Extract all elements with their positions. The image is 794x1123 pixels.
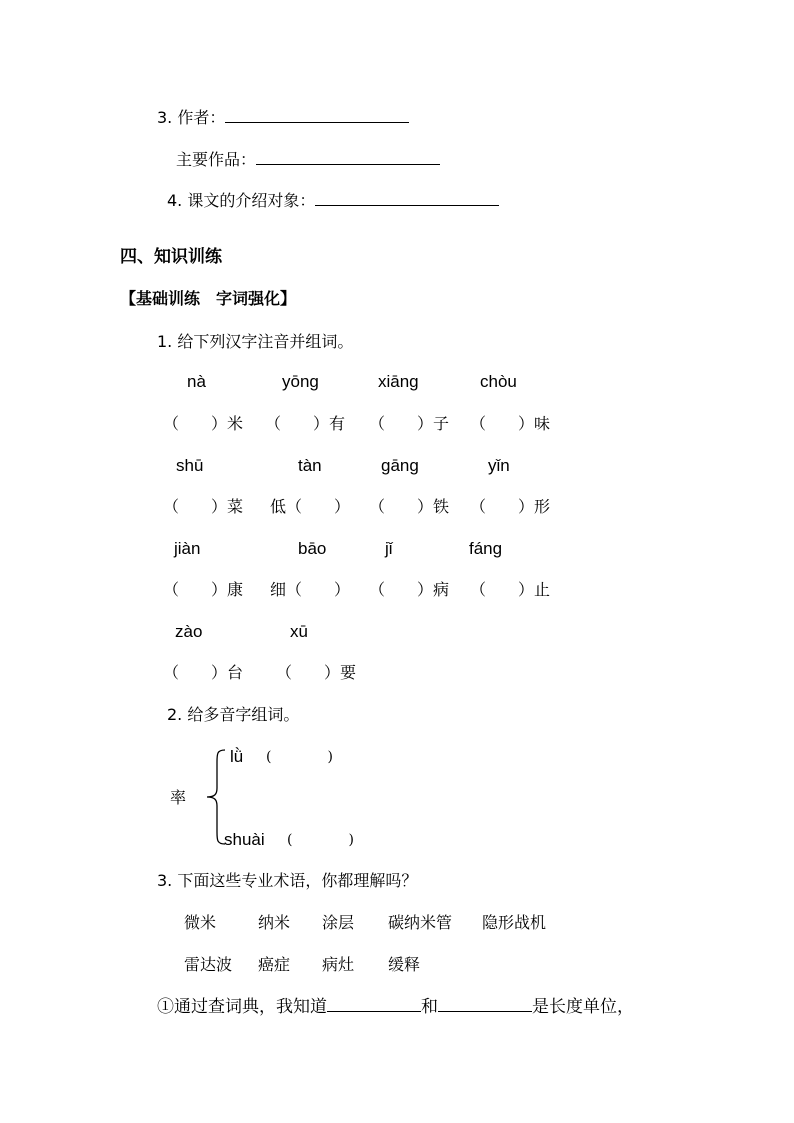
author-blank[interactable] [225,121,409,123]
pinyin-yin: yǐn [488,456,510,475]
term-weimi: 微米 [184,913,217,932]
word-blank-cai[interactable]: （ ）菜 [163,497,244,516]
word-blank-xing[interactable]: （ ）形 [470,497,551,516]
word-blank-wei[interactable]: （ ）味 [470,414,551,433]
term-huanshi: 缓释 [388,955,421,974]
term-nami: 纳米 [258,913,291,932]
pinyin-xu: xū [290,622,308,641]
word-blank-zi[interactable]: （ ）子 [369,414,450,433]
word-blank-di[interactable]: 低（ ） [270,497,351,516]
reading-lv-blank[interactable]: ( ) [266,749,333,765]
item1-text-a: 通过查词典，我知道 [174,997,327,1017]
section-subheading: 【基础训练 字词强化】 [120,289,297,308]
term-tuceng: 涂层 [322,913,355,932]
word-blank-zhi[interactable]: （ ）止 [470,580,551,599]
item1-text-c: 是长度单位， [532,997,634,1017]
item1-marker: ① [157,997,174,1017]
subject-line [167,193,499,209]
term-yinxingzhanji: 隐形战机 [482,913,547,932]
reading-lv: lǜ [230,747,244,766]
pinyin-na: nà [187,372,206,391]
author-line [157,110,409,126]
pinyin-bao: bāo [298,539,327,558]
pinyin-shu: shū [176,456,204,475]
polyphone-char: 率 [170,788,187,807]
works-label: 主要作品： [176,150,257,169]
pinyin-fang: fáng [469,539,503,558]
works-blank[interactable] [256,163,440,165]
word-blank-yao[interactable]: （ ）要 [276,663,357,682]
q3-item1 [157,999,634,1016]
word-blank-tai[interactable]: （ ）台 [163,663,244,682]
term-bingzao: 病灶 [322,955,355,974]
pinyin-jian: jiàn [174,539,201,558]
pinyin-zao: zào [175,622,203,641]
pinyin-chou: chòu [480,372,517,391]
reading-shuai-blank[interactable]: ( ) [287,832,354,848]
term-tannamiguan: 碳纳米管 [388,913,453,932]
subject-label: 4. 课文的介绍对象： [167,191,316,210]
q3-prompt: 3. 下面这些专业术语，你都理解吗？ [157,871,418,890]
pinyin-tan: tàn [298,456,322,475]
word-blank-tie[interactable]: （ ）铁 [369,497,450,516]
item1-text-b: 和 [421,997,438,1017]
pinyin-xiang: xiāng [378,372,419,391]
word-blank-xi[interactable]: 细（ ） [270,580,351,599]
works-line [176,152,440,168]
word-blank-mi[interactable]: （ ）米 [163,414,244,433]
pinyin-ji: jǐ [385,539,393,558]
pinyin-yong: yōng [282,372,319,391]
term-aizheng: 癌症 [258,955,291,974]
word-blank-kang[interactable]: （ ）康 [163,580,244,599]
item1-blank-2[interactable] [438,1010,532,1012]
subject-blank[interactable] [315,204,499,206]
author-label: 3. 作者： [157,108,226,127]
q1-prompt: 1. 给下列汉字注音并组词。 [157,332,354,351]
item1-blank-1[interactable] [327,1010,421,1012]
section-heading: 四、知识训练 [120,247,222,267]
q2-prompt: 2. 给多音字组词。 [167,705,300,724]
term-leidabo: 雷达波 [184,955,233,974]
word-blank-you[interactable]: （ ）有 [265,414,346,433]
pinyin-gang: gāng [381,456,419,475]
word-blank-bing[interactable]: （ ）病 [369,580,450,599]
reading-shuai: shuài [224,830,265,849]
